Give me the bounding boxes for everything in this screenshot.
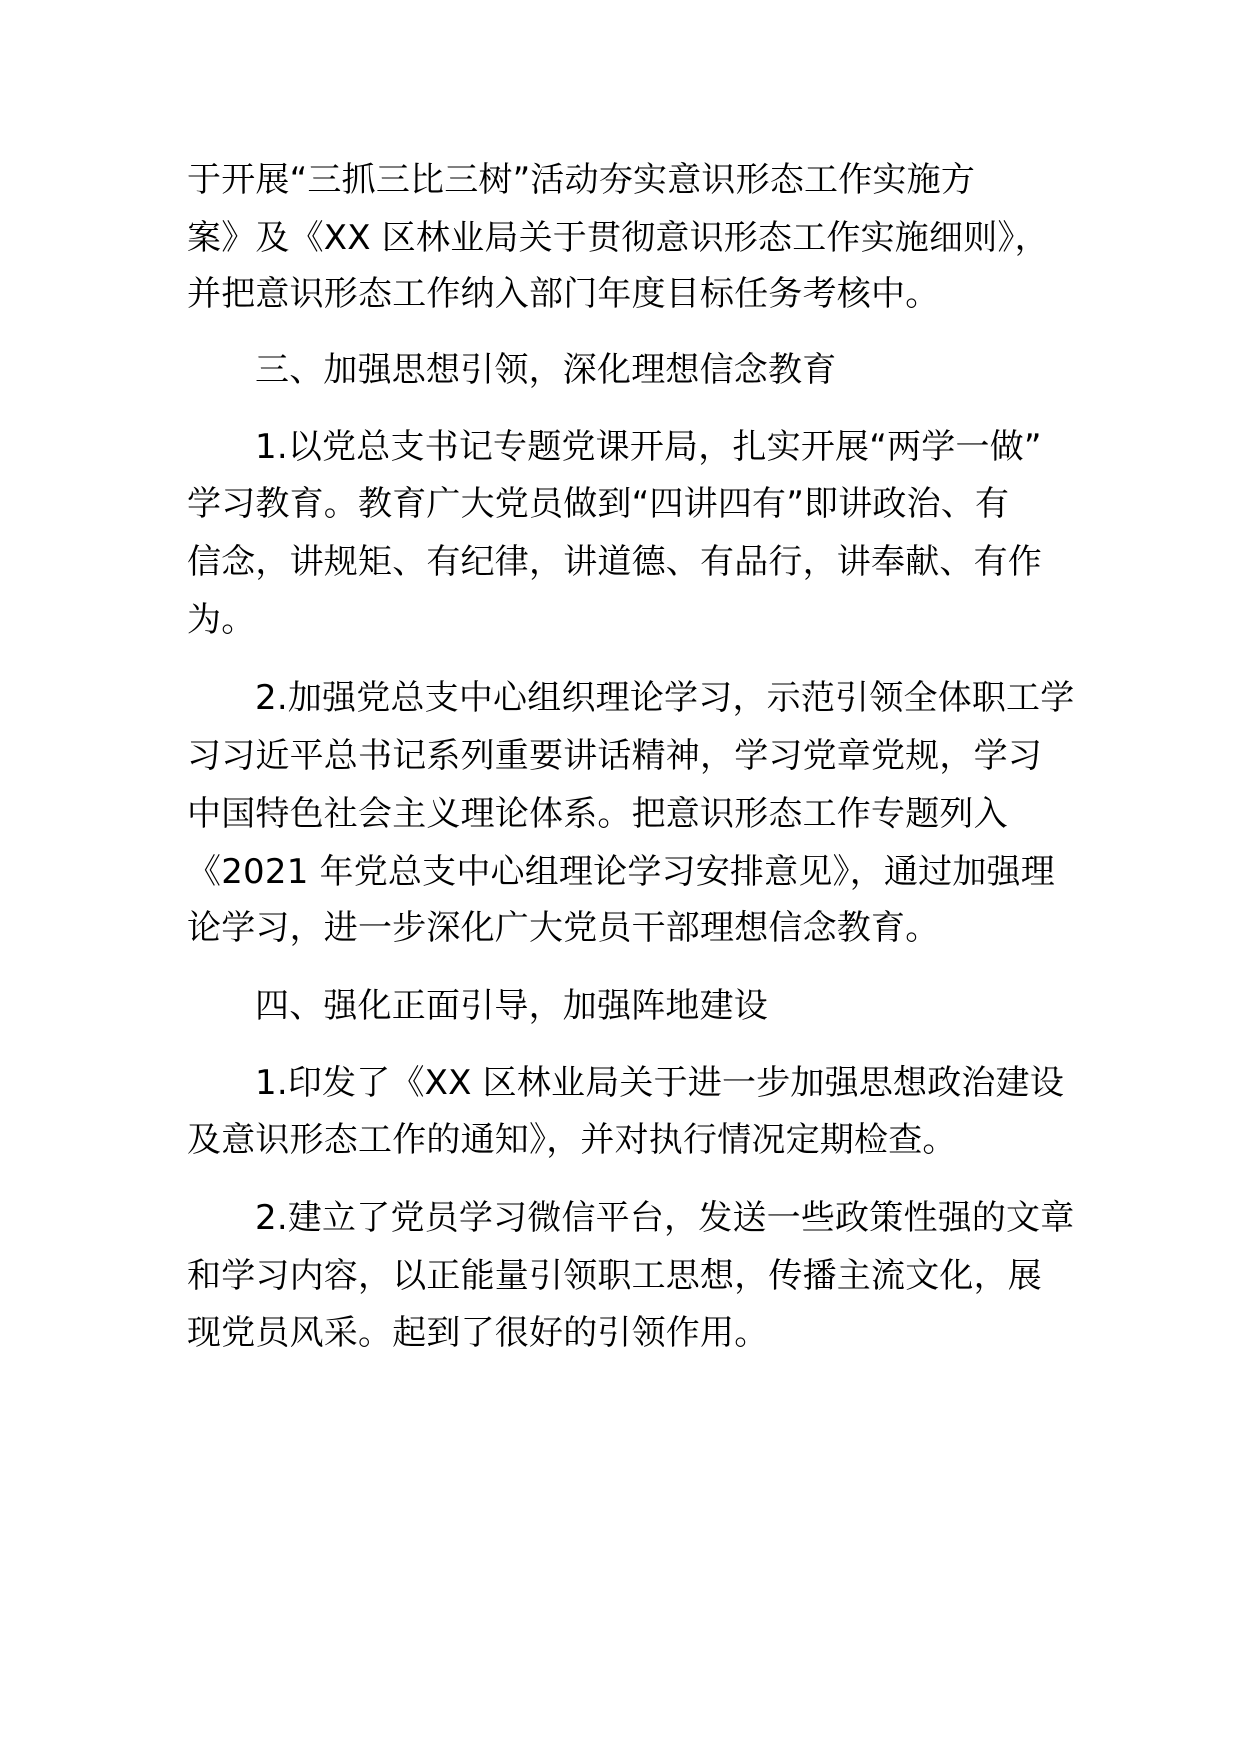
- body-text-line: 2.加强党总支中心组织理论学习，示范引领全体职工学: [255, 678, 1075, 718]
- body-text-line: 1.印发了《XX 区林业局关于进一步加强思想政治建设: [255, 1063, 1065, 1103]
- body-text-line: 并把意识形态工作纳入部门年度目标任务考核中。: [187, 274, 940, 314]
- body-text-line: 为。: [187, 600, 256, 640]
- body-text-line: 中国特色社会主义理论体系。把意识形态工作专题列入: [187, 794, 1008, 834]
- body-text-line: 和学习内容，以正能量引领职工思想，传播主流文化，展: [187, 1256, 1042, 1296]
- body-text-line: 于开展“三抓三比三树”活动夯实意识形态工作实施方: [187, 160, 976, 200]
- body-text-line: 及意识形态工作的通知》，并对执行情况定期检查。: [187, 1120, 957, 1160]
- body-text-line: 2.建立了党员学习微信平台，发送一些政策性强的文章: [255, 1198, 1075, 1238]
- body-text-line: 学习教育。教育广大党员做到“四讲四有”即讲政治、有: [187, 484, 1010, 524]
- section-heading-4: 四、强化正面引导，加强阵地建设: [255, 986, 768, 1026]
- section-heading-3: 三、加强思想引领，深化理想信念教育: [255, 350, 837, 390]
- body-text-line: 《2021 年党总支中心组理论学习安排意见》，通过加强理: [187, 852, 1055, 892]
- body-text-line: 习习近平总书记系列重要讲话精神，学习党章党规，学习: [187, 736, 1042, 776]
- body-text-line: 1.以党总支书记专题党课开局，扎实开展“两学一做”: [255, 427, 1042, 467]
- body-text-line: 论学习，进一步深化广大党员干部理想信念教育。: [187, 908, 940, 948]
- body-text-line: 现党员风采。起到了很好的引领作用。: [187, 1313, 769, 1353]
- body-text-line: 信念，讲规矩、有纪律，讲道德、有品行，讲奉献、有作: [187, 542, 1042, 582]
- body-text-line: 案》及《XX 区林业局关于贯彻意识形态工作实施细则》，: [187, 218, 1049, 258]
